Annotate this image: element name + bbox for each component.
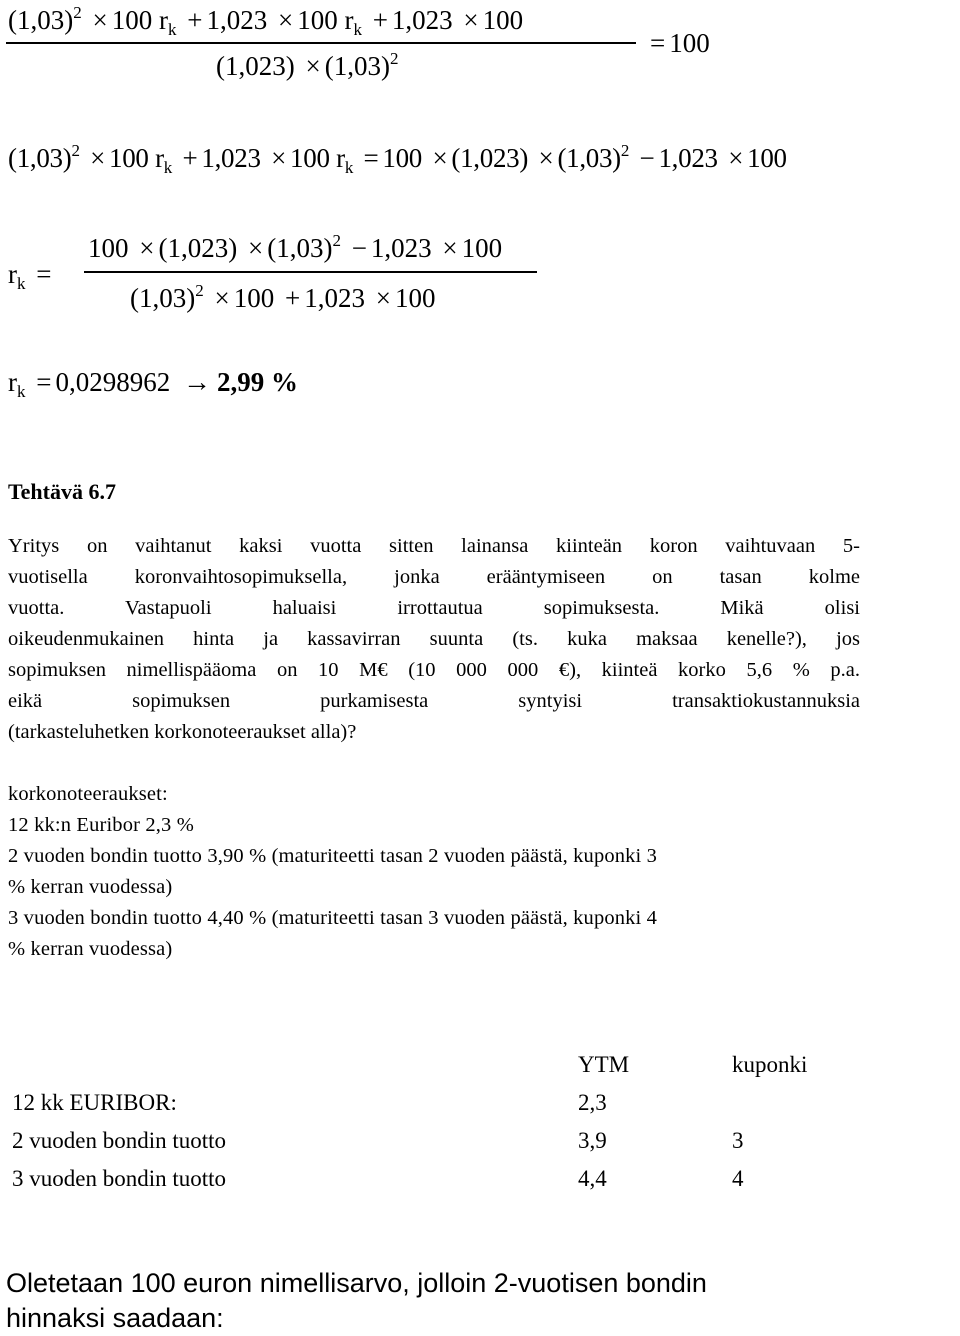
footer-text (6, 1266, 707, 1336)
plus-symbol: + (187, 5, 203, 35)
times-symbol: × (214, 283, 230, 313)
equals-symbol: = (650, 28, 666, 58)
times-symbol: × (463, 5, 479, 35)
eq-term: r (158, 5, 168, 35)
eq-exponent: 2 (195, 281, 204, 300)
equation-1-denominator (216, 50, 398, 86)
quote-line: 12 kk:n Euribor 2,3 % (8, 814, 194, 836)
equation-3-lhs (8, 258, 55, 294)
table-cell-ytm: 2,3 (578, 1090, 607, 1115)
quote-line: % kerran vuodessa) (8, 938, 173, 960)
times-symbol: × (139, 233, 155, 263)
table-cell-kuponki: 3 (732, 1128, 744, 1153)
eq-term: (1,03) (8, 143, 72, 173)
table-cell-ytm: 3,9 (578, 1128, 607, 1153)
eq-term: (1,023) (158, 233, 238, 263)
quote-line: 2 vuoden bondin tuotto 3,90 % (maturiteetti tasan 2 vuoden päästä, kuponki 3 (8, 845, 658, 867)
eq-term: 1,023 (391, 5, 453, 35)
eq-term: (1,03) (324, 51, 390, 81)
quote-line: korkonoteeraukset: (8, 783, 168, 805)
times-symbol: × (432, 143, 448, 173)
quote-line: 3 vuoden bondin tuotto 4,40 % (maturiteetti tasan 3 vuoden päästä, kuponki 4 (8, 907, 658, 929)
eq-term: 100 (461, 233, 503, 263)
eq-term: 100 (382, 143, 423, 173)
equation-3-numerator (88, 232, 502, 268)
eq-subscript: k (353, 20, 362, 39)
task-heading: Tehtävä 6.7 (8, 479, 116, 504)
eq-value: 0,0298962 (55, 367, 171, 397)
eq-term: (1,023) (216, 51, 295, 81)
quote-line: % kerran vuodessa) (8, 876, 173, 898)
task-line: Yritys on vaihtanut kaksi vuotta sitten lainansa kiinteän koron vaihtuvaan 5- (8, 535, 860, 557)
plus-symbol: + (372, 5, 388, 35)
task-line: vuotisella koronvaihtosopimuksella, jonka erääntymiseen on tasan kolme (8, 566, 860, 588)
eq-term: r (8, 367, 17, 397)
eq-term: 100 (297, 5, 338, 35)
eq-term: 1,023 (304, 283, 365, 313)
eq-term: 100 (747, 143, 787, 173)
task-paragraph (8, 531, 860, 748)
eq-term: r (344, 5, 354, 35)
times-symbol: × (442, 233, 458, 263)
eq-result: 2,99 % (216, 367, 298, 397)
eq-subscript: k (17, 382, 26, 401)
eq-term: 100 (669, 28, 710, 58)
eq-term: 100 (290, 143, 330, 173)
table-header-ytm: YTM (578, 1052, 630, 1077)
task-line: eikä sopimuksen purkamisesta syntyisi transaktiokustannuksia (8, 690, 860, 712)
task-line: sopimuksen nimellispääoma on 10 M€ (10 000 000 €), kiinteä korko 5,6 % p.a. (8, 659, 860, 681)
times-symbol: × (728, 143, 744, 173)
eq-exponent: 2 (332, 231, 341, 250)
eq-term: 100 (394, 283, 436, 313)
times-symbol: × (92, 5, 108, 35)
eq-term: 100 (109, 143, 149, 173)
eq-subscript: k (163, 158, 172, 177)
eq-term: r (8, 259, 17, 289)
eq-term: 100 (233, 283, 275, 313)
eq-term: (1,023) (451, 143, 529, 173)
table-row-label: 2 vuoden bondin tuotto (12, 1128, 227, 1153)
equation-3-denominator (130, 282, 435, 318)
eq-term: 100 (88, 233, 129, 263)
task-line: vuotta. Vastapuoli haluaisi irrottautua sopimuksesta. Mikä olisi (8, 597, 860, 619)
plus-symbol: + (284, 283, 301, 313)
eq-exponent: 2 (71, 141, 80, 160)
equation-4 (8, 366, 298, 402)
arrow-right-icon: → (182, 367, 211, 398)
eq-exponent: 2 (389, 49, 399, 68)
footer-line: Oletetaan 100 euron nimellisarvo, jolloin 2-vuotisen bondin (6, 1268, 707, 1298)
equals-symbol: = (36, 367, 52, 397)
eq-subscript: k (17, 274, 26, 293)
times-symbol: × (90, 143, 106, 173)
times-symbol: × (538, 143, 554, 173)
table-cell-ytm: 4,4 (578, 1166, 607, 1191)
equation-1-rhs (646, 27, 710, 59)
times-symbol: × (271, 143, 287, 173)
equation-2 (8, 142, 787, 178)
equals-symbol: = (363, 143, 379, 173)
eq-term: 1,023 (201, 143, 261, 173)
eq-term: 1,023 (658, 143, 718, 173)
eq-term: (1,03) (130, 283, 196, 313)
times-symbol: × (375, 283, 391, 313)
equation-1-fraction-bar (6, 42, 636, 44)
plus-symbol: + (182, 143, 198, 173)
eq-exponent: 2 (73, 3, 82, 22)
minus-symbol: − (351, 233, 367, 263)
eq-term: 1,023 (206, 5, 268, 35)
eq-subscript: k (167, 20, 177, 39)
table-row-label: 3 vuoden bondin tuotto (12, 1166, 227, 1191)
eq-term: (1,03) (8, 5, 74, 35)
eq-subscript: k (344, 158, 354, 177)
equation-3-fraction-bar (84, 271, 537, 273)
eq-term: (1,03) (267, 233, 333, 263)
eq-term: 100 (482, 5, 524, 35)
eq-exponent: 2 (620, 141, 630, 160)
table-cell-kuponki: 4 (732, 1166, 744, 1191)
eq-term: (1,03) (557, 143, 621, 173)
equation-1-numerator (8, 4, 523, 40)
times-symbol: × (277, 5, 294, 35)
footer-line: hinnaksi saadaan: (6, 1303, 224, 1333)
task-line: (tarkasteluhetken korkonoteeraukset alla)? (8, 721, 357, 743)
rate-quotes (8, 779, 868, 965)
eq-term: 100 (111, 5, 153, 35)
minus-symbol: − (639, 143, 655, 173)
eq-term: r (336, 143, 345, 173)
table-row-label: 12 kk EURIBOR: (12, 1090, 177, 1115)
eq-term: 1,023 (370, 233, 432, 263)
times-symbol: × (247, 233, 264, 263)
eq-term: r (155, 143, 164, 173)
times-symbol: × (305, 51, 321, 81)
table-header-kuponki: kuponki (732, 1052, 808, 1077)
task-line: oikeudenmukainen hinta ja kassavirran suunta (ts. kuka maksaa kenelle?), jos (8, 628, 860, 650)
equals-symbol: = (36, 259, 52, 289)
